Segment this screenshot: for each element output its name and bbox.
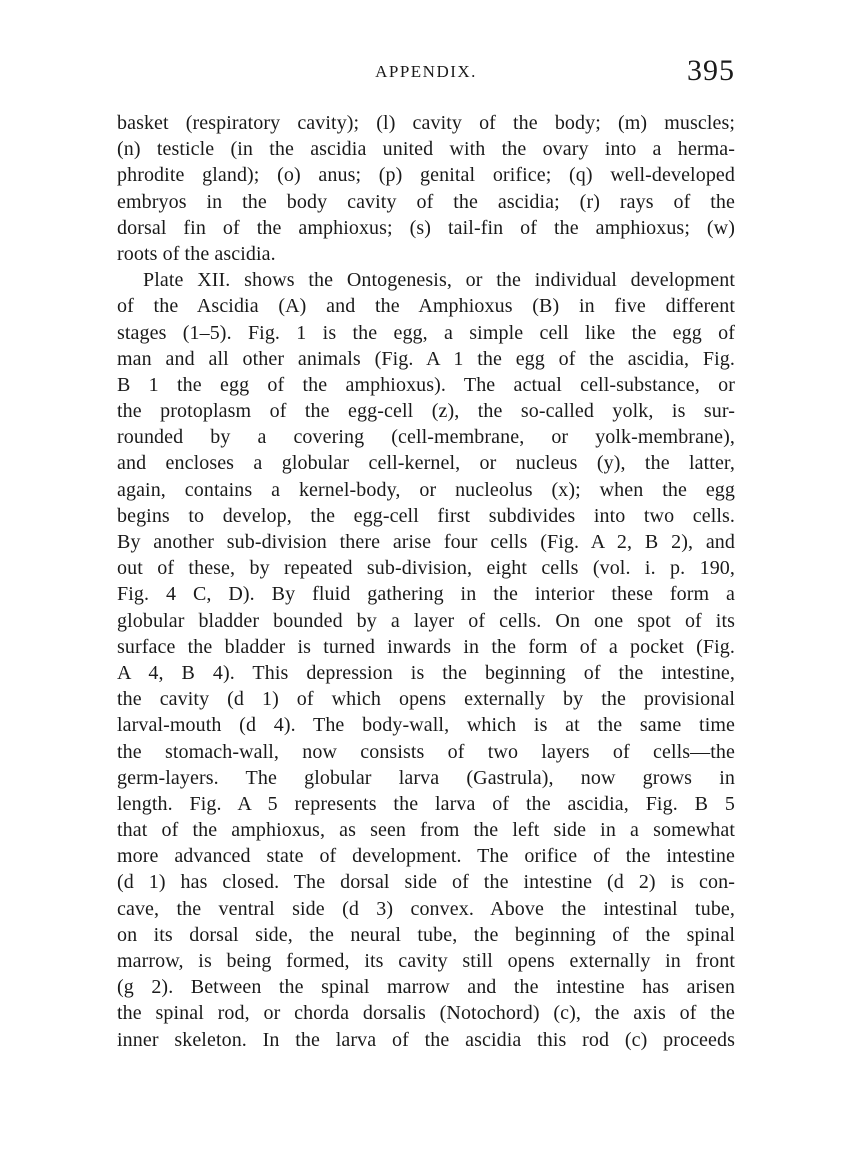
text-line: (g 2). Between the spinal marrow and the intestine has arisen	[117, 976, 735, 999]
running-head: APPENDIX.	[375, 62, 477, 81]
text-line: globular bladder bounded by a layer of cells. On one spot of its	[117, 609, 735, 632]
text-line: phrodite gland); (o) anus; (p) genital orifice; (q) well-developed	[117, 164, 735, 187]
text-line: more advanced state of development. The orifice of the intestine	[117, 845, 735, 868]
text-line: germ-layers. The globular larva (Gastrula), now grows in	[117, 766, 735, 789]
text-line: roots of the ascidia.	[117, 242, 276, 265]
text-line: that of the amphioxus, as seen from the left side in a somewhat	[117, 819, 735, 842]
text-line: the cavity (d 1) of which opens externally by the provisional	[117, 688, 735, 711]
text-line: the spinal rod, or chorda dorsalis (Notochord) (c), the axis of the	[117, 1002, 735, 1025]
text-line: length. Fig. A 5 represents the larva of the ascidia, Fig. B 5	[117, 792, 735, 815]
text-line: surface the bladder is turned inwards in the form of a pocket (Fig.	[117, 635, 735, 658]
text-line: B 1 the egg of the amphioxus). The actual cell-substance, or	[117, 373, 735, 396]
text-line: on its dorsal side, the neural tube, the beginning of the spinal	[117, 923, 735, 946]
text-line: marrow, is being formed, its cavity still opens externally in front	[117, 950, 735, 972]
text-line: Plate XII. shows the Ontogenesis, or the individual development	[143, 269, 735, 292]
text-line: rounded by a covering (cell-membrane, or yolk-membrane),	[117, 426, 735, 449]
text-line: again, contains a kernel-body, or nucleolus (x); when the egg	[117, 478, 735, 501]
text-line: and encloses a globular cell-kernel, or nucleus (y), the latter,	[117, 452, 735, 475]
text-line: stages (1–5). Fig. 1 is the egg, a simple cell like the egg of	[117, 321, 735, 344]
page-number: 395	[687, 54, 735, 87]
text-line: basket (respiratory cavity); (l) cavity of the body; (m) muscles;	[117, 112, 735, 134]
text-line: larval-mouth (d 4). The body-wall, which is at the same time	[117, 714, 735, 737]
text-line: A 4, B 4). This depression is the beginning of the intestine,	[117, 661, 735, 684]
text-line: (n) testicle (in the ascidia united with the ovary into a herma-	[117, 138, 735, 161]
text-line: cave, the ventral side (d 3) convex. Above the intestinal tube,	[117, 897, 735, 920]
body-text	[117, 110, 735, 1053]
text-line: Fig. 4 C, D). By fluid gathering in the interior these form a	[117, 583, 735, 606]
text-line: begins to develop, the egg-cell first subdivides into two cells.	[117, 504, 735, 527]
text-line: inner skeleton. In the larva of the ascidia this rod (c) proceeds	[117, 1028, 735, 1051]
text-line: of the Ascidia (A) and the Amphioxus (B) in five different	[117, 295, 735, 318]
text-line: embryos in the body cavity of the ascidia; (r) rays of the	[117, 190, 735, 213]
text-line: man and all other animals (Fig. A 1 the egg of the ascidia, Fig.	[117, 347, 735, 370]
text-line: By another sub-division there arise four cells (Fig. A 2, B 2), and	[117, 531, 735, 553]
text-line: (d 1) has closed. The dorsal side of the intestine (d 2) is con-	[117, 871, 735, 894]
text-line: out of these, by repeated sub-division, eight cells (vol. i. p. 190,	[117, 557, 735, 580]
text-line: dorsal fin of the amphioxus; (s) tail-fin of the amphioxus; (w)	[117, 216, 735, 239]
page-header	[117, 54, 735, 100]
text-line: the stomach-wall, now consists of two layers of cells—the	[117, 740, 735, 763]
text-line: the protoplasm of the egg-cell (z), the so-called yolk, is sur-	[117, 400, 735, 423]
